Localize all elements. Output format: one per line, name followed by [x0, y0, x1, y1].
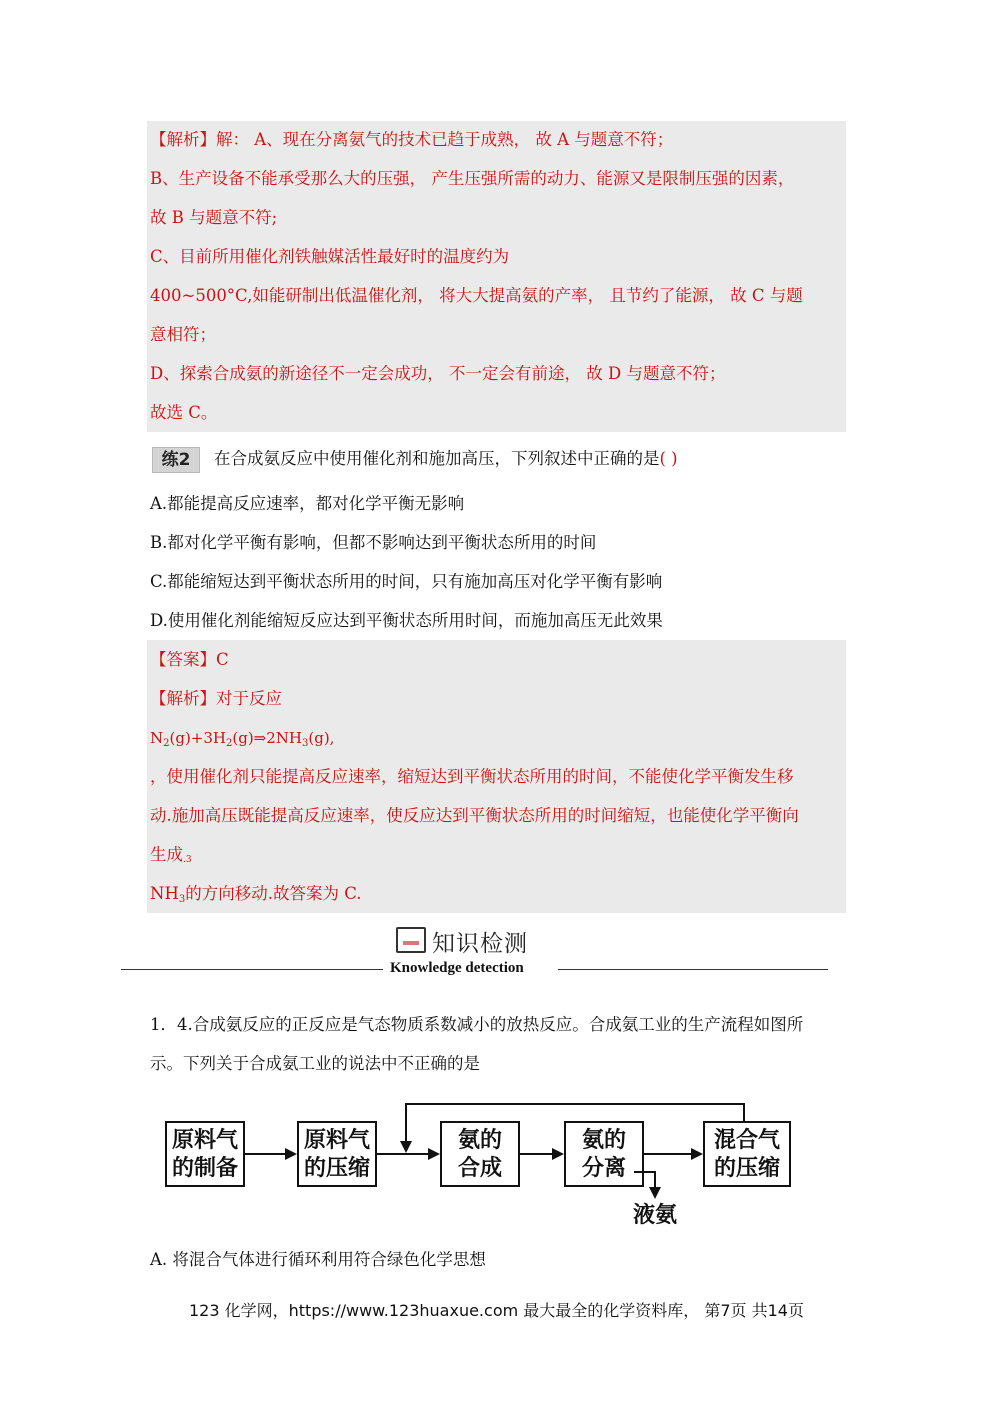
question1-line1: 1．4.合成氨反应的正反应是气态物质系数减小的放热反应。合成氨工业的生产流程如图所	[150, 1015, 804, 1034]
flow-box3-line1: 氨的	[457, 1128, 502, 1153]
analysis1-line5: 400~500°C,如能研制出低温催化剂， 将大大提高氨的产率， 且节约了能源， 故 C 与题	[150, 286, 803, 305]
flow-box4-line2: 分离	[581, 1156, 626, 1181]
flow-recycle-top	[405, 1103, 745, 1105]
exercise2-option-c: C.都能缩短达到平衡状态所用的时间，只有施加高压对化学平衡有影响	[150, 572, 663, 591]
flow-arrowhead-2	[428, 1148, 440, 1160]
exercise2-badge: 练2	[152, 447, 200, 473]
knowledge-title	[396, 925, 546, 957]
flow-box-raw-gas-prep	[165, 1121, 245, 1187]
eq-n2-sub: 2	[163, 738, 170, 749]
exercise2-question	[214, 449, 904, 469]
flow-box2-line1: 原料气	[303, 1128, 370, 1153]
analysis1-line6: 意相符；	[150, 325, 216, 344]
flow-box-mixed-gas-compress	[703, 1121, 791, 1187]
divider-right	[558, 969, 828, 970]
answer2-analysis-text: 对于反应	[216, 689, 282, 708]
analysis1-line4: C、目前所用催化剂铁触媒活性最好时的温度约为	[150, 247, 510, 266]
exercise2-option-a: A.都能提高反应速率，都对化学平衡无影响	[150, 494, 465, 513]
question1-option-a: A. 将混合气体进行循环利用符合绿色化学思想	[150, 1250, 486, 1269]
answer2-line5-text: 生成	[150, 845, 183, 864]
eq-h2-sub: 2	[226, 738, 233, 749]
analysis1-label: 【解析】	[150, 130, 216, 149]
answer2-line6-b: 的方向移动.故答案为 C.	[185, 884, 362, 903]
answer2-line5	[150, 845, 840, 870]
flow-arrow-3	[520, 1153, 552, 1155]
flow-arrow-2	[377, 1153, 428, 1155]
knowledge-title-en: Knowledge detection	[390, 960, 524, 976]
eq-nh3-sub: 3	[302, 738, 309, 749]
flow-box1-line2: 的制备	[171, 1156, 238, 1181]
flow-arrowhead-4	[691, 1148, 703, 1160]
flow-box-ammonia-separation	[564, 1121, 644, 1187]
analysis1-line7: D、探索合成氨的新途径不一定会成功， 不一定会有前途， 故 D 与题意不符；	[150, 364, 726, 383]
knowledge-title-cn: 知识检测	[432, 931, 528, 957]
book-icon	[396, 927, 426, 953]
flow-output-v	[654, 1171, 656, 1187]
flow-box2-line2: 的压缩	[303, 1156, 370, 1181]
answer2-analysis-label: 【解析】	[150, 689, 216, 708]
exercise2-option-b: B.都对化学平衡有影响，但都不影响达到平衡状态所用的时间	[150, 533, 597, 552]
question1-line2: 示。下列关于合成氨工业的说法中不正确的是	[150, 1054, 480, 1073]
analysis1-line2: B、生产设备不能承受那么大的压强， 产生压强所需的动力、能源又是限制压强的因素，	[150, 169, 795, 188]
flow-box5-line1: 混合气	[713, 1128, 780, 1153]
analysis1-line1-text: 解： A、现在分离氨气的技术已趋于成熟， 故 A 与题意不符；	[216, 130, 674, 149]
answer2-answer-value: C	[216, 650, 229, 669]
answer2-line3: ，使用催化剂只能提高反应速率，缩短达到平衡状态所用的时间，不能使化学平衡发生移	[150, 767, 794, 786]
exercise2-paren: ( )	[659, 449, 678, 468]
flow-box5-line2: 的压缩	[713, 1156, 780, 1181]
eq-end: (g),	[308, 729, 335, 747]
flow-recycle-up	[743, 1103, 745, 1121]
flow-recycle-down	[405, 1103, 407, 1141]
answer2-line6-a: NH	[150, 884, 179, 903]
flow-box-ammonia-synthesis	[440, 1121, 520, 1187]
flow-recycle-arrowhead	[400, 1141, 412, 1153]
answer2-equation	[150, 728, 840, 754]
flow-box1-line1: 原料气	[171, 1128, 238, 1153]
eq-n: N	[150, 729, 164, 747]
flow-arrowhead-3	[552, 1148, 564, 1160]
answer2-line5-sup: .3	[183, 855, 192, 865]
answer2-line6-sub: 3	[178, 894, 186, 905]
flow-arrow-1	[245, 1153, 285, 1155]
flow-output-label: 液氨	[633, 1203, 678, 1228]
exercise2-option-d: D.使用催化剂能缩短反应达到平衡状态所用时间，而施加高压无此效果	[150, 611, 663, 630]
flow-box-raw-gas-compress	[297, 1121, 377, 1187]
analysis1-line1	[150, 130, 840, 150]
flow-box4-line1: 氨的	[581, 1128, 626, 1153]
flow-arrow-4	[644, 1153, 691, 1155]
analysis1-line8: 故选 C。	[150, 403, 218, 422]
answer2-analysis	[150, 689, 840, 709]
analysis-box-1	[147, 121, 846, 432]
exercise2-question-text: 在合成氨反应中使用催化剂和施加高压，下列叙述中正确的是	[214, 449, 660, 468]
divider-left	[121, 969, 383, 970]
eq-mid2: (g)⇒2NH	[232, 729, 302, 747]
flow-arrowhead-1	[285, 1148, 297, 1160]
answer2-answer	[150, 650, 840, 670]
answer2-line4: 动.施加高压既能提高反应速率，使反应达到平衡状态所用的时间缩短，也能使化学平衡向	[150, 806, 799, 825]
answer2-answer-label: 【答案】	[150, 650, 216, 669]
flow-box3-line2: 合成	[457, 1156, 502, 1181]
answer2-line6	[150, 884, 840, 910]
page-footer: 123 化学网，https://www.123huaxue.com 最大最全的化学资料库， 第7页 共14页	[189, 1301, 804, 1320]
flow-output-h	[634, 1171, 656, 1173]
analysis1-line3: 故 B 与题意不符;	[150, 208, 278, 227]
eq-mid1: (g)+3H	[169, 729, 226, 747]
